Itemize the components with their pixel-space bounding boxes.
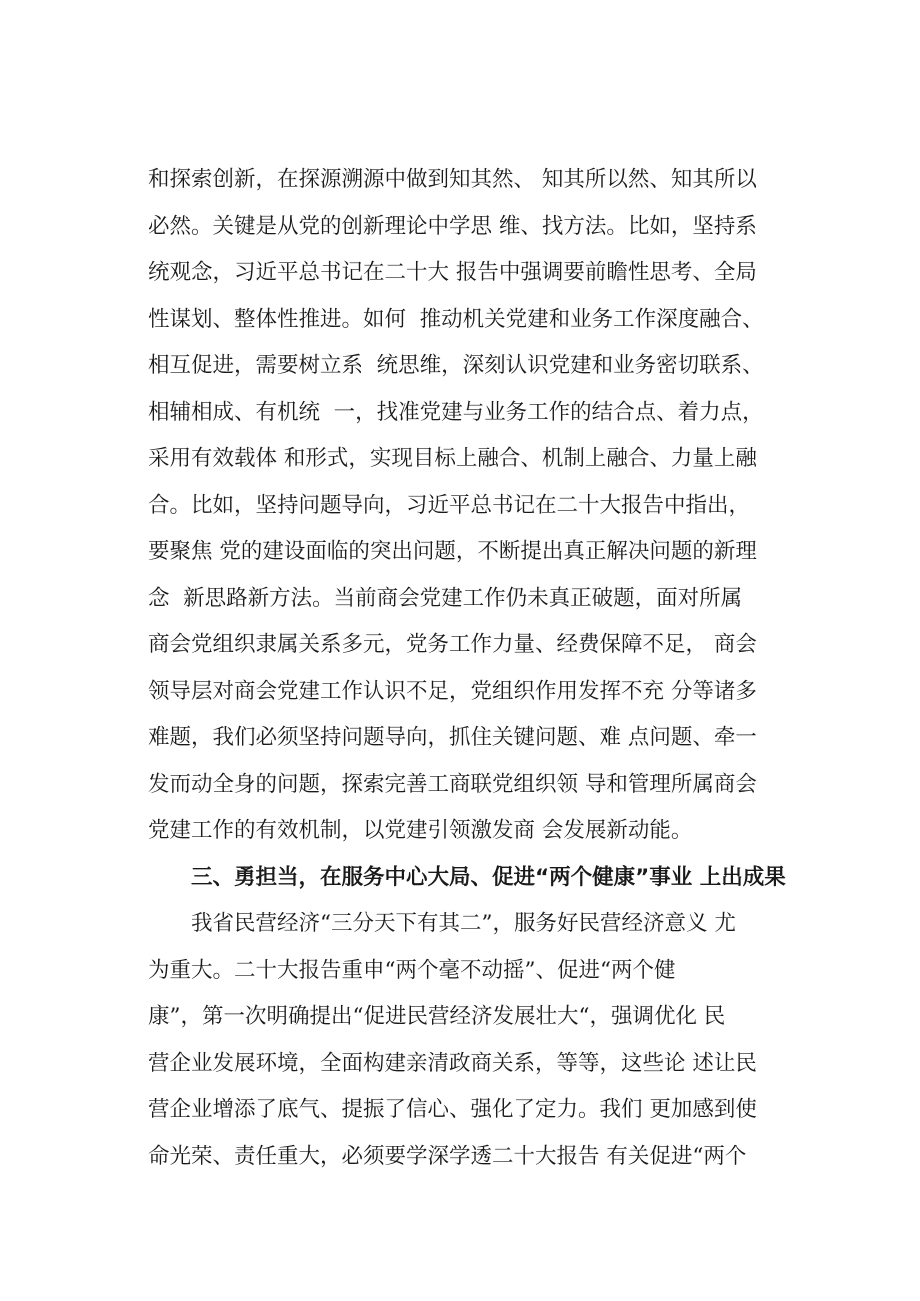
section-heading: 三、勇担当，在服务中心大局、促进“两个健康”事业 上出成果: [191, 864, 786, 890]
body-line: 合。比如，坚持问题导向，习近平总书记在二十大报告中指出，: [148, 492, 751, 518]
body-line: 难题，我们必须坚持问题导向，抓住关键问题、难 点问题、牵一: [148, 725, 757, 750]
body-line: 康”，第一次明确提出“促进民营经济发展壮大“，强调优化 民: [148, 1004, 726, 1029]
body-line: 相辅相成、有机统 一，找准党建与业务工作的结合点、着力点，: [148, 399, 764, 425]
body-line: 营企业增添了底气、提振了信心、强化了定力。我们 更加感到使: [148, 1097, 757, 1122]
body-line: 念 新思路新方法。当前商会党建工作仍未真正破题，面对所属: [148, 585, 743, 611]
body-line: 营企业发展环境，全面构建亲清政商关系，等等，这些论 述让民: [148, 1050, 757, 1076]
body-line: 领导层对商会党建工作认识不足，党组织作用发挥不充 分等诸多: [148, 678, 757, 704]
body-line: 相互促进，需要树立系 统思维，深刻认识党建和业务密切联系、: [148, 353, 764, 378]
document-body: [148, 157, 828, 1180]
body-line: 和探索创新，在探源溯源中做到知其然、 知其所以然、知其所以: [148, 167, 757, 192]
body-line: 统观念，习近平总书记在二十大 报告中强调要前瞻性思考、全局: [148, 260, 757, 285]
body-line: 性谋划、整体性推进。如何 推动机关党建和业务工作深度融合、: [148, 306, 764, 332]
body-line: 党建工作的有效机制，以党建引领激发商 会发展新动能。: [148, 818, 693, 843]
body-line: 必然。关键是从党的创新理论中学思 维、找方法。比如，坚持系: [148, 213, 757, 239]
body-line: 要聚焦 党的建设面临的突出问题，不断提出真正解决问题的新理: [148, 539, 757, 564]
body-line: 为重大。二十大报告重申“两个毫不动摇”、促进“两个健: [148, 957, 676, 983]
body-line: 商会党组织隶属关系多元，党务工作力量、经费保障不足， 商会: [148, 632, 757, 657]
paragraph-first-line: 我省民营经济“三分天下有其二”，服务好民营经济意义 尤: [191, 911, 736, 936]
body-line: 采用有效载体 和形式，实现目标上融合、机制上融合、力量上融: [148, 446, 757, 471]
body-line: 发而动全身的问题，探索完善工商联党组织领 导和管理所属商会: [148, 771, 757, 797]
body-line: 命光荣、责任重大，必须要学深学透二十大报告 有关促进“两个: [148, 1143, 747, 1169]
